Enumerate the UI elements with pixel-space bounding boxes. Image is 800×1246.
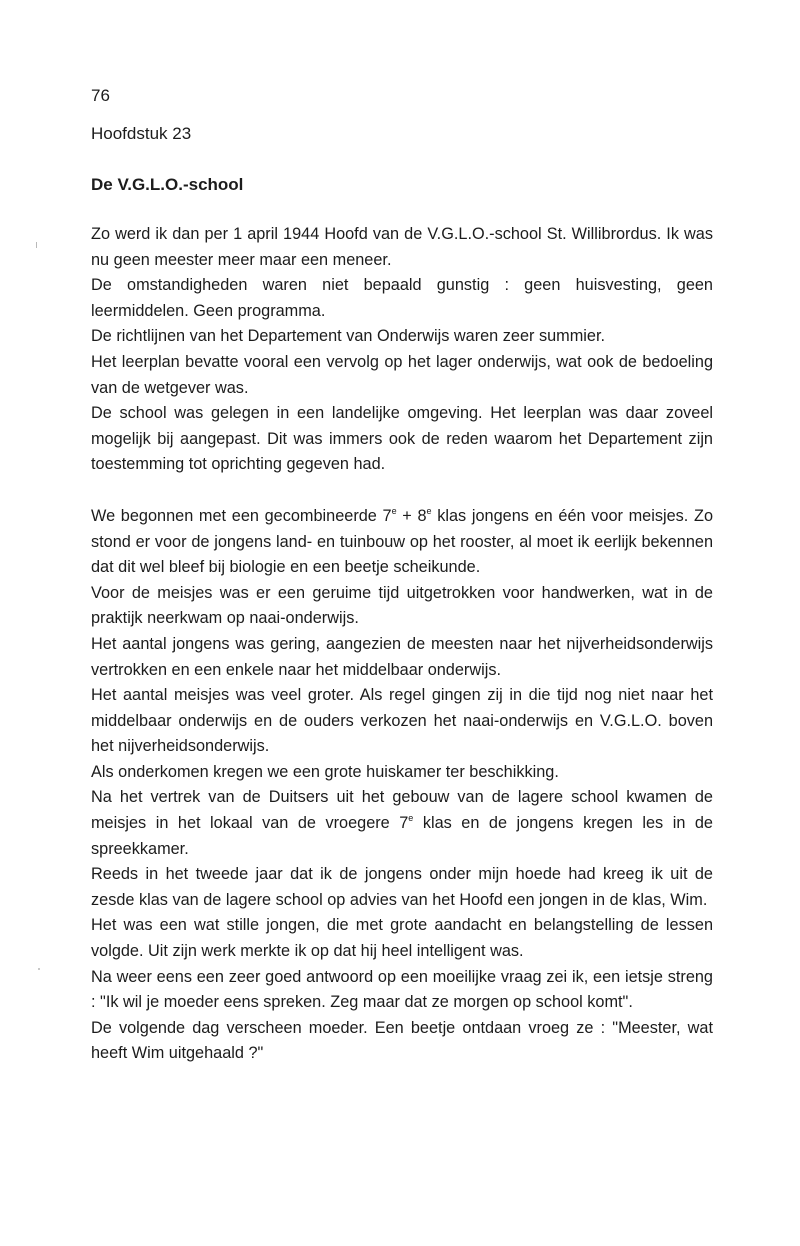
paragraph: Na weer eens een zeer goed antwoord op een moeilijke vraag zei ik, een ietsje streng : "Ik wil je moeder eens spreken. Zeg maar dat ze morgen op school komt". <box>91 967 713 1012</box>
paragraph-text: klas jongens en één voor meisjes. Zo stond er voor de jongens land- en tuinbouw op het rooster, al moet ik eerlijk bekennen dat dit wel bleef bij biologie en een beetje scheikunde. <box>91 506 713 577</box>
paragraph-text: We begonnen met een gecombineerde 7 <box>91 506 392 525</box>
paragraph: Zo werd ik dan per 1 april 1944 Hoofd van de V.G.L.O.-school St. Willibrordus. Ik was nu geen meester meer maar een meneer. <box>91 225 713 269</box>
margin-speck <box>38 968 40 970</box>
chapter-label: Hoofdstuk 23 <box>91 124 192 143</box>
superscript: e <box>426 505 432 516</box>
paragraph-text: klas en de jongens kregen les in de spreekkamer. <box>91 814 713 858</box>
superscript: e <box>408 812 414 823</box>
paragraph: Het aantal meisjes was veel groter. Als regel gingen zij in die tijd nog niet naar het middelbaar onderwijs en de ouders verkozen het naai-onderwijs en V.G.L.O. boven het nijverheidsonderwijs. <box>91 686 713 756</box>
body-text <box>91 222 713 1067</box>
paragraph: De omstandigheden waren niet bepaald gunstig : geen huisvesting, geen leermiddelen. Geen programma. <box>91 276 713 320</box>
margin-mark <box>36 242 37 248</box>
paragraph: De richtlijnen van het Departement van Onderwijs waren zeer summier. <box>91 327 605 346</box>
paragraph: Reeds in het tweede jaar dat ik de jongens onder mijn hoede had kreeg ik uit de zesde klas van de lagere school op advies van het Hoofd een jongen in de klas, Wim. <box>91 865 713 909</box>
chapter-title: De V.G.L.O.-school <box>91 175 244 194</box>
paragraph <box>91 785 713 862</box>
paragraph: De volgende dag verscheen moeder. Een beetje ontdaan vroeg ze : "Meester, wat heeft Wim uitgehaald ?" <box>91 1018 713 1063</box>
paragraph-text: + 8 <box>396 506 427 525</box>
paragraph-gap <box>91 478 713 504</box>
paragraph: Voor de meisjes was er een geruime tijd uitgetrokken voor handwerken, wat in de praktijk neerkwam op naai-onderwijs. <box>91 583 713 628</box>
paragraph-text: Na het vertrek van de Duitsers uit het gebouw van de lagere school kwamen de meisjes in het lokaal van de vroegere 7 <box>91 788 713 833</box>
book-page <box>91 0 713 1246</box>
page-number: 76 <box>91 86 110 105</box>
paragraph <box>91 504 713 581</box>
paragraph: Het leerplan bevatte vooral een vervolg op het lager onderwijs, wat ook de bedoeling van de wetgever was. <box>91 352 713 397</box>
paragraph: Het was een wat stille jongen, die met grote aandacht en belangstelling de lessen volgde. Uit zijn werk merkte ik op dat hij heel intelligent was. <box>91 916 713 961</box>
paragraph: Als onderkomen kregen we een grote huiskamer ter beschikking. <box>91 762 559 781</box>
paragraph: Het aantal jongens was gering, aangezien de meesten naar het nijverheidsonderwijs vertrokken en een enkele naar het middelbaar onderwijs. <box>91 634 713 679</box>
superscript: e <box>391 505 397 516</box>
paragraph: De school was gelegen in een landelijke omgeving. Het leerplan was daar zoveel mogelijk bij aangepast. Dit was immers ook de reden waarom het Departement zijn toestemming tot oprichting gegeven had. <box>91 404 713 474</box>
